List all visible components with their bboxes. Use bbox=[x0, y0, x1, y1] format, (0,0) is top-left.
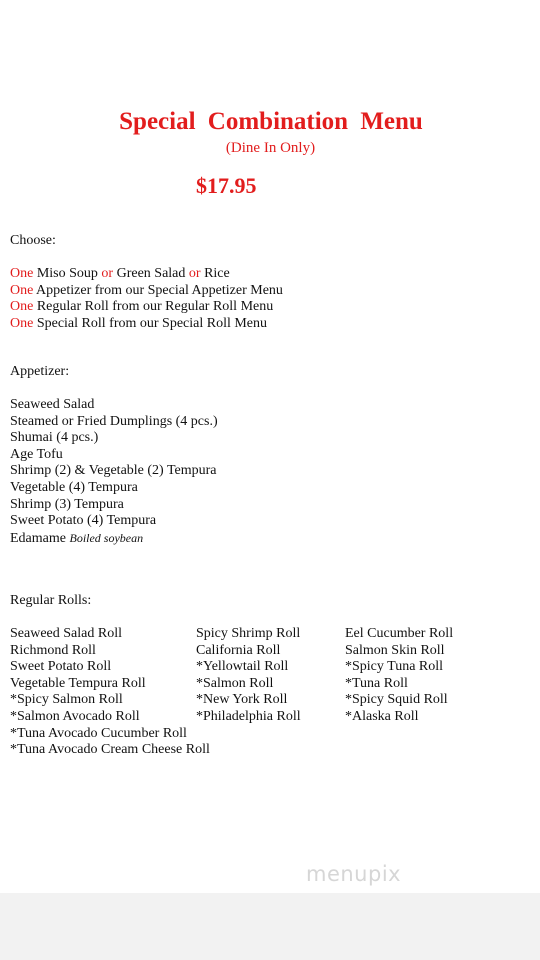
list-item: Spicy Shrimp Roll bbox=[196, 626, 301, 641]
choose-text: Regular Roll from our Regular Roll Menu bbox=[33, 299, 274, 315]
list-item: *Tuna Roll bbox=[345, 675, 408, 691]
list-item: *Alaska Roll bbox=[345, 708, 419, 724]
edamame-note: Boiled soybean bbox=[69, 530, 144, 545]
list-item: *Spicy Salmon Roll bbox=[10, 692, 123, 708]
list-item-edamame bbox=[10, 530, 218, 548]
list-item: Steamed or Fried Dumplings (4 pcs.) bbox=[10, 413, 218, 429]
menupix-watermark: menupix bbox=[306, 862, 402, 886]
choose-one-word: One bbox=[10, 299, 34, 315]
choose-one-word: One bbox=[10, 282, 34, 298]
list-item: Sweet Potato Roll bbox=[10, 659, 112, 675]
combo-price: $17.95 bbox=[196, 173, 257, 198]
list-item: *Philadelphia Roll bbox=[196, 708, 301, 724]
choose-label: Choose: bbox=[10, 233, 56, 248]
list-item: *Yellowtail Roll bbox=[196, 659, 289, 675]
choose-text: Appetizer from our Special Appetizer Menu bbox=[33, 282, 283, 298]
list-item: Shrimp (2) & Vegetable (2) Tempura bbox=[10, 463, 217, 479]
list-item: *Salmon Avocado Roll bbox=[10, 708, 140, 724]
choose-text: Rice bbox=[200, 266, 230, 281]
appetizer-label: Appetizer: bbox=[10, 364, 70, 379]
list-item: *Spicy Squid Roll bbox=[345, 692, 448, 708]
choose-text: Green Salad bbox=[113, 266, 189, 281]
rolls-column-3 bbox=[345, 626, 453, 726]
list-item: *Tuna Avocado Cucumber Roll bbox=[10, 725, 187, 741]
menu-subtitle: (Dine In Only) bbox=[225, 140, 316, 156]
choose-one-word: One bbox=[10, 315, 34, 331]
list-item: *New York Roll bbox=[196, 692, 288, 708]
list-item: Seaweed Salad bbox=[10, 397, 95, 412]
list-item: Shumai (4 pcs.) bbox=[10, 430, 99, 446]
list-item: Vegetable Tempura Roll bbox=[10, 675, 146, 691]
choose-line-regular-roll bbox=[10, 299, 283, 316]
choose-line-special-roll bbox=[10, 316, 283, 333]
list-item: Eel Cucumber Roll bbox=[345, 626, 454, 641]
choose-text: Miso Soup bbox=[33, 266, 102, 281]
list-item: Shrimp (3) Tempura bbox=[10, 496, 124, 512]
list-item: Vegetable (4) Tempura bbox=[10, 479, 138, 495]
choose-or-word: or bbox=[101, 266, 114, 281]
choose-or-word: or bbox=[188, 266, 201, 281]
list-item: Sweet Potato (4) Tempura bbox=[10, 513, 157, 529]
choose-line-appetizer bbox=[10, 283, 283, 300]
choose-list bbox=[10, 266, 283, 332]
list-item: Richmond Roll bbox=[10, 642, 96, 658]
list-item: Salmon Skin Roll bbox=[345, 642, 445, 658]
choose-text: Special Roll from our Special Roll Menu bbox=[33, 315, 268, 331]
edamame-name: Edamame bbox=[10, 530, 66, 546]
rolls-column-2 bbox=[196, 626, 301, 726]
choose-one-word: One bbox=[10, 266, 34, 281]
choose-line-soup bbox=[10, 266, 283, 283]
rolls-column-1 bbox=[10, 626, 210, 759]
list-item: *Salmon Roll bbox=[196, 675, 274, 691]
menu-title: Special Combination Menu bbox=[119, 108, 423, 135]
list-item: California Roll bbox=[196, 642, 281, 658]
regular-rolls-label: Regular Rolls: bbox=[10, 593, 92, 608]
list-item: Seaweed Salad Roll bbox=[10, 626, 122, 641]
list-item: Age Tofu bbox=[10, 446, 63, 462]
appetizer-list bbox=[10, 397, 218, 547]
list-item: *Tuna Avocado Cream Cheese Roll bbox=[10, 742, 210, 758]
list-item: *Spicy Tuna Roll bbox=[345, 659, 444, 675]
